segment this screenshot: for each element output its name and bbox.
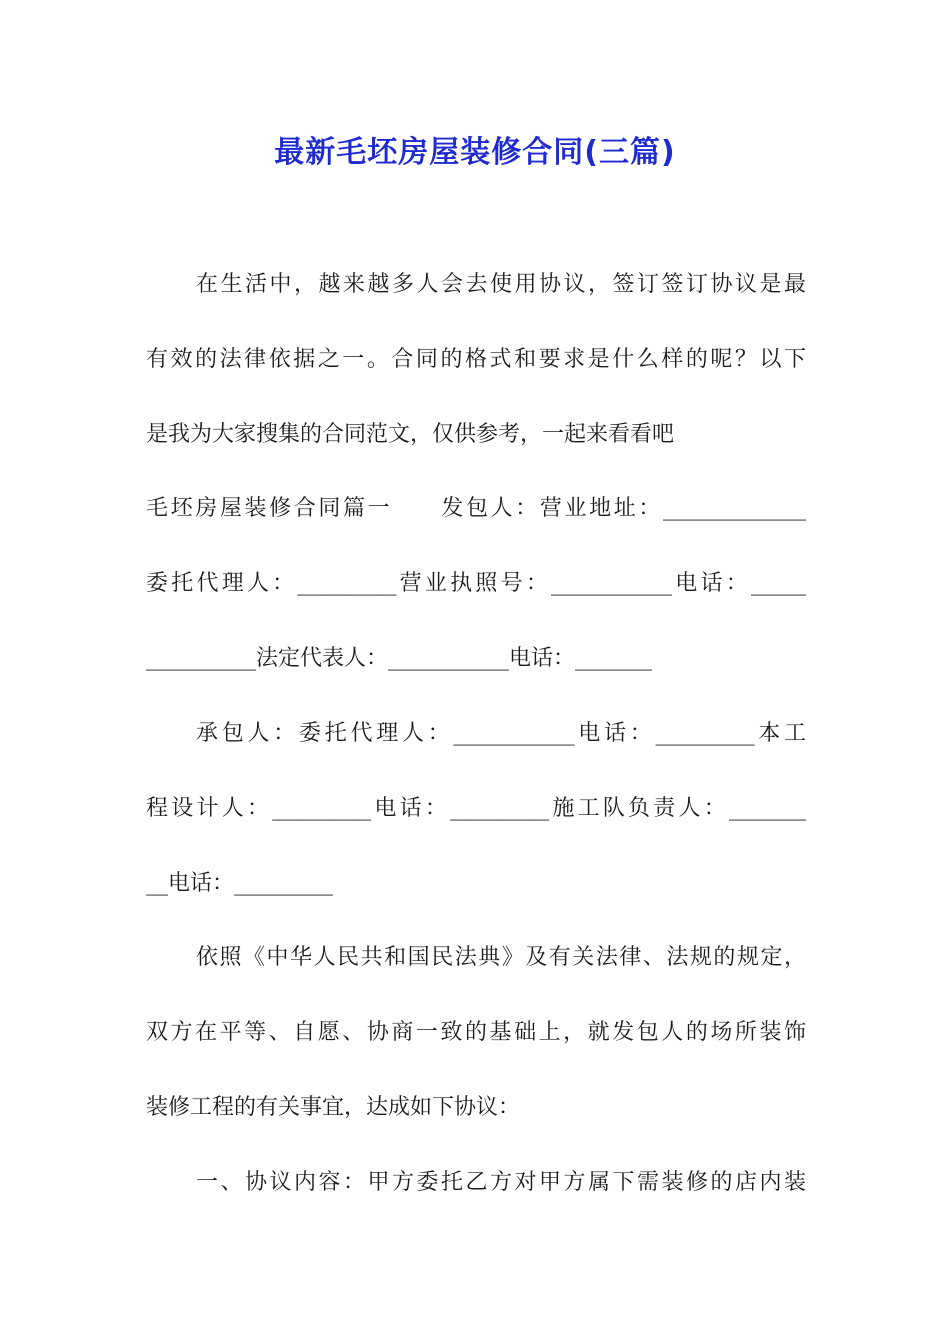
paragraph-line: 双方在平等、自愿、协商一致的基础上，就发包人的场所装饰	[146, 1020, 806, 1045]
paragraph-line: 装修工程的有关事宜，达成如下协议：	[146, 1095, 521, 1120]
paragraph-line: 一、协议内容：甲方委托乙方对甲方属下需装修的店内装	[196, 1170, 806, 1195]
paragraph-line: __电话：_________	[146, 871, 334, 896]
document-title: 最新毛坯房屋装修合同(三篇)	[274, 135, 676, 170]
paragraph-line: 毛坯房屋装修合同篇一 发包人：营业地址：_____________	[146, 496, 806, 521]
paragraph-line: 是我为大家搜集的合同范文，仅供参考，一起来看看吧	[146, 422, 675, 447]
paragraph-line: 程设计人：_________电话：_________施工队负责人：_______	[146, 796, 806, 821]
paragraph-line: 依照《中华人民共和国民法典》及有关法律、法规的规定，	[196, 945, 806, 970]
paragraph-line: 承包人：委托代理人：___________电话：_________本工	[196, 721, 806, 746]
paragraph-line: 有效的法律依据之一。合同的格式和要求是什么样的呢？以下	[146, 347, 806, 372]
paragraph-line: __________法定代表人：___________电话：_______	[146, 646, 653, 671]
paragraph-line: 委托代理人：_________营业执照号：___________电话：_____	[146, 571, 806, 596]
paragraph-line: 在生活中，越来越多人会去使用协议，签订签订协议是最	[196, 272, 806, 297]
